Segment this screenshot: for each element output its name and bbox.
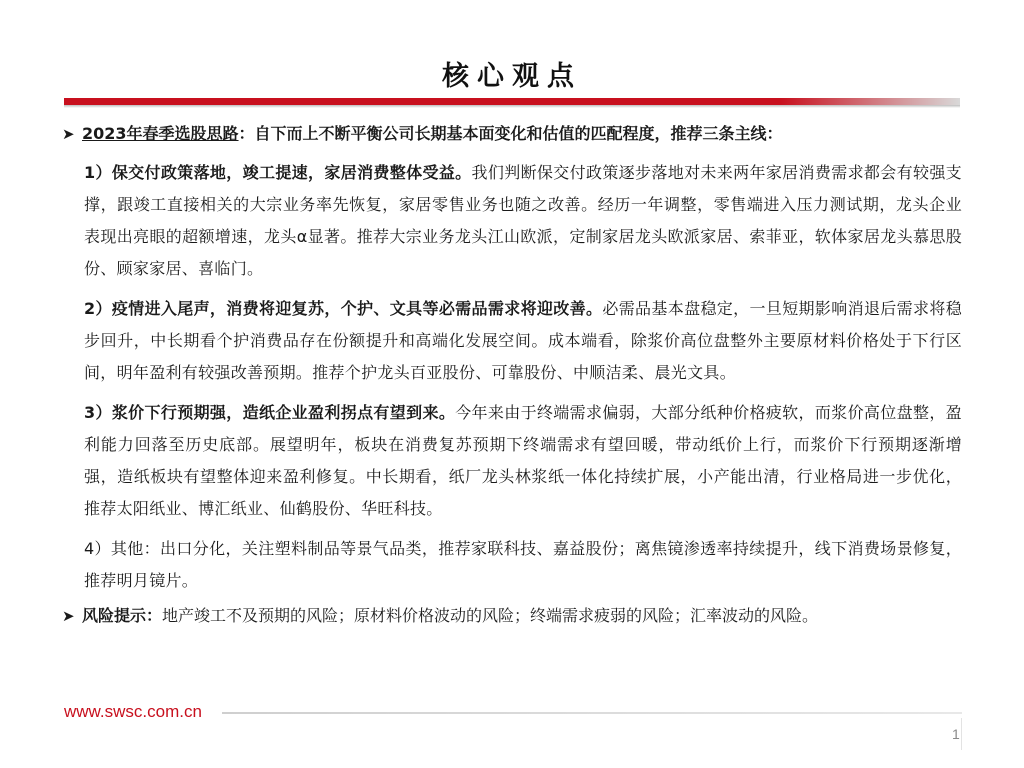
- risk-text: [82, 601, 818, 631]
- footer-divider: [222, 712, 962, 714]
- point-2: [84, 293, 962, 389]
- point-3-heading: 3）浆价下行预期强，造纸企业盈利拐点有望到来。: [84, 403, 456, 422]
- point-2-heading: 2）疫情进入尾声，消费将迎复苏，个护、文具等必需品需求将迎改善。: [84, 299, 603, 318]
- page-number: 1: [952, 726, 960, 742]
- footer-url[interactable]: www.swsc.com.cn: [64, 702, 202, 721]
- point-3: [84, 397, 962, 525]
- risk-label: 风险提示：: [82, 606, 163, 625]
- risk-body: 地产竣工不及预期的风险；原材料价格波动的风险；终端需求疲弱的风险；汇率波动的风险。: [162, 606, 819, 625]
- arrow-bullet-icon: ➤: [62, 607, 75, 625]
- page-title: 核心观点: [442, 61, 582, 92]
- arrow-bullet-icon: ➤: [62, 125, 75, 143]
- title-accent-bar: [64, 98, 960, 105]
- point-4: [84, 533, 962, 597]
- content-body: [62, 119, 962, 631]
- main-bullet-lead: 2023年春季选股思路: [82, 124, 239, 143]
- title-bar-shadow: [64, 105, 960, 108]
- page-edge-line: [961, 718, 962, 750]
- risk-bullet: [62, 601, 962, 631]
- main-bullet-rest: ：自下而上不断平衡公司长期基本面变化和估值的匹配程度，推荐三条主线：: [238, 124, 783, 143]
- point-3-body: 今年来由于终端需求偏弱，大部分纸种价格疲软，而浆价高位盘整，盈利能力回落至历史底部。展望明年，板块在消费复苏预期下终端需求有望回暖，带动纸价上行，而浆价下行预期逐渐增强，造纸板块有望整体迎来盈利修复。中长期看，纸厂龙头林浆纸一体化持续扩展，小产能出清，行业格局进一步优化，推荐太阳纸业、博汇纸业、仙鹤股份、华旺科技。: [84, 403, 962, 518]
- point-4-body: 4）其他：出口分化，关注塑料制品等景气品类，推荐家联科技、嘉益股份；离焦镜渗透率持续提升，线下消费场景修复，推荐明月镜片。: [84, 539, 962, 590]
- point-1-heading: 1）保交付政策落地，竣工提速，家居消费整体受益。: [84, 163, 472, 182]
- point-2-body: 必需品基本盘稳定，一旦短期影响消退后需求将稳步回升，中长期看个护消费品存在份额提升和高端化发展空间。成本端看，除浆价高位盘整外主要原材料价格处于下行区间，明年盈利有较强改善预期。推荐个护龙头百亚股份、可靠股份、中顺洁柔、晨光文具。: [84, 299, 962, 382]
- point-1: [84, 157, 962, 285]
- main-bullet: [62, 119, 962, 149]
- point-1-body: 我们判断保交付政策逐步落地对未来两年家居消费需求都会有较强支撑，跟竣工直接相关的大宗业务率先恢复，家居零售业务也随之改善。经历一年调整，零售端进入压力测试期，龙头企业表现出亮眼的超额增速，龙头α显著。推荐大宗业务龙头江山欧派，定制家居龙头欧派家居、索菲亚，软体家居龙头慕思股份、顾家家居、喜临门。: [84, 163, 962, 278]
- main-bullet-text: [82, 119, 783, 149]
